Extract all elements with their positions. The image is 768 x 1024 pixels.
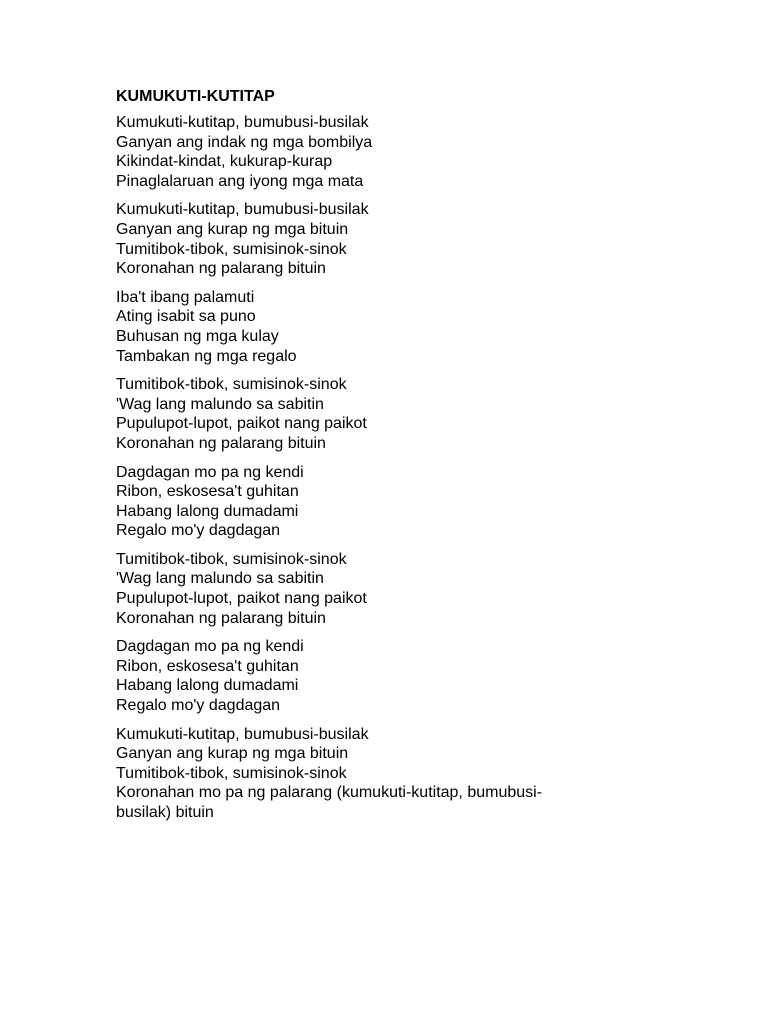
lyric-line: Tumitibok-tibok, sumisinok-sinok <box>116 376 347 394</box>
stanza <box>116 113 716 191</box>
lyric-line: Kumukuti-kutitap, bumubusi-busilak <box>116 725 369 743</box>
lyric-line: Pupulupot-lupot, paikot nang paikot <box>116 415 367 433</box>
lyric-line: Regalo mo'y dagdagan <box>116 522 281 540</box>
stanza <box>116 637 716 715</box>
lyric-line: Buhusan ng mga kulay <box>116 327 279 345</box>
lyric-line: Pupulupot-lupot, paikot nang paikot <box>116 590 367 608</box>
lyric-line: Koronahan ng palarang bituin <box>116 260 326 278</box>
lyric-line: Dagdagan mo pa ng kendi <box>116 638 304 656</box>
lyric-line: Habang lalong dumadami <box>116 502 299 520</box>
lyric-line: Habang lalong dumadami <box>116 677 299 695</box>
lyric-line: Ganyan ang kurap ng mga bituin <box>116 745 349 763</box>
lyric-line: Koronahan ng palarang bituin <box>116 434 326 452</box>
lyric-line: Ating isabit sa puno <box>116 308 256 326</box>
lyric-line: Tumitibok-tibok, sumisinok-sinok <box>116 764 347 782</box>
lyric-line: Koronahan ng palarang bituin <box>116 609 326 627</box>
lyric-line: Dagdagan mo pa ng kendi <box>116 463 304 481</box>
lyric-line: Pinaglalaruan ang iyong mga mata <box>116 172 364 190</box>
lyric-line: Ganyan ang kurap ng mga bituin <box>116 220 349 238</box>
lyric-line: Regalo mo'y dagdagan <box>116 697 281 715</box>
stanza <box>116 725 716 823</box>
lyric-line: Kumukuti-kutitap, bumubusi-busilak <box>116 114 369 131</box>
document-page <box>116 87 716 832</box>
lyric-line: 'Wag lang malundo sa sabitin <box>116 570 324 588</box>
lyric-line: Tambakan ng mga regalo <box>116 347 297 365</box>
lyric-line: Kumukuti-kutitap, bumubusi-busilak <box>116 201 369 219</box>
lyric-line: Koronahan mo pa ng palarang (kumukuti-kutitap, bumubusi- <box>116 784 543 802</box>
lyric-line: busilak) bituin <box>116 804 214 821</box>
stanza <box>116 288 716 366</box>
lyric-line: Ribon, eskosesa't guhitan <box>116 657 299 675</box>
stanza <box>116 200 716 278</box>
song-title: KUMUKUTI-KUTITAP <box>116 88 275 105</box>
stanza <box>116 550 716 628</box>
lyric-line: Iba't ibang palamuti <box>116 288 255 306</box>
lyric-line: Tumitibok-tibok, sumisinok-sinok <box>116 240 347 258</box>
lyric-line: Ribon, eskosesa't guhitan <box>116 483 299 501</box>
lyric-line: 'Wag lang malundo sa sabitin <box>116 395 324 413</box>
lyric-line: Tumitibok-tibok, sumisinok-sinok <box>116 550 347 568</box>
lyrics-body <box>116 113 716 823</box>
lyric-line: Kikindat-kindat, kukurap-kurap <box>116 153 333 171</box>
lyric-line: Ganyan ang indak ng mga bombilya <box>116 133 373 151</box>
stanza <box>116 463 716 541</box>
stanza <box>116 375 716 453</box>
